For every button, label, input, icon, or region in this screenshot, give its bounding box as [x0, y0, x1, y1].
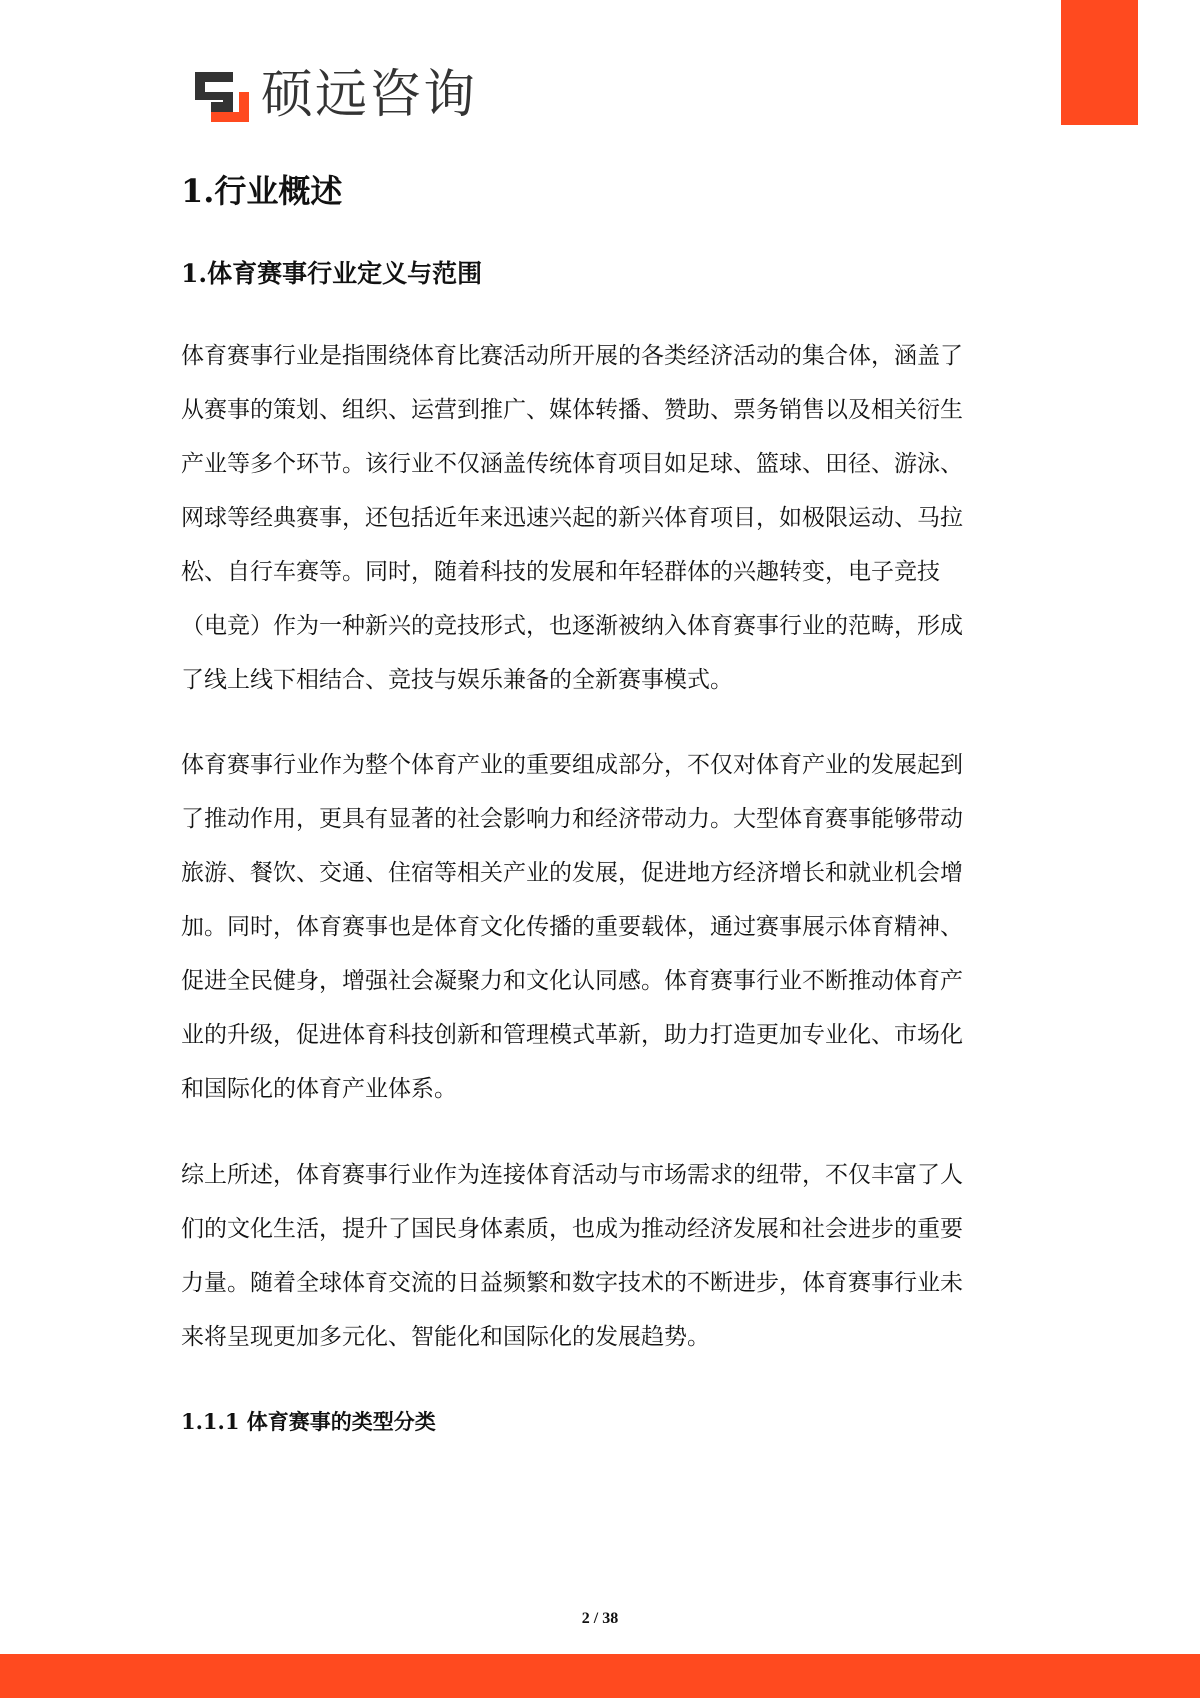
footer-accent-bar	[0, 1654, 1200, 1698]
text-line: 业的升级，促进体育科技创新和管理模式革新，助力打造更加专业化、市场化	[181, 1022, 963, 1048]
text-line: 力量。随着全球体育交流的日益频繁和数字技术的不断进步，体育赛事行业未	[181, 1270, 963, 1296]
text-line: 体育赛事行业作为整个体育产业的重要组成部分，不仅对体育产业的发展起到	[181, 752, 963, 778]
text-line: （电竞）作为一种新兴的竞技形式，也逐渐被纳入体育赛事行业的范畴，形成	[181, 613, 963, 639]
corner-accent-bar	[1061, 0, 1138, 125]
brand-logo	[195, 66, 477, 124]
text-line: 体育赛事行业是指围绕体育比赛活动所开展的各类经济活动的集合体，涵盖了	[181, 343, 963, 369]
text-line: 了线上线下相结合、竞技与娱乐兼备的全新赛事模式。	[181, 667, 733, 693]
logo-mark-icon	[195, 68, 249, 122]
text-line: 了推动作用，更具有显著的社会影响力和经济带动力。大型体育赛事能够带动	[181, 806, 963, 832]
text-line: 旅游、餐饮、交通、住宿等相关产业的发展，促进地方经济增长和就业机会增	[181, 860, 963, 886]
text-line: 综上所述，体育赛事行业作为连接体育活动与市场需求的纽带，不仅丰富了人	[181, 1162, 963, 1188]
subsection-heading: 1.体育赛事行业定义与范围	[181, 259, 483, 288]
paragraph-1	[181, 329, 1011, 707]
text-line: 网球等经典赛事，还包括近年来迅速兴起的新兴体育项目，如极限运动、马拉	[181, 505, 963, 531]
text-line: 松、自行车赛等。同时，随着科技的发展和年轻群体的兴趣转变，电子竞技	[181, 559, 940, 585]
section-heading: 1.行业概述	[181, 172, 343, 210]
text-line: 产业等多个环节。该行业不仅涵盖传统体育项目如足球、篮球、田径、游泳、	[181, 451, 963, 477]
text-line: 和国际化的体育产业体系。	[181, 1076, 457, 1102]
text-line: 从赛事的策划、组织、运营到推广、媒体转播、赞助、票务销售以及相关衍生	[181, 397, 963, 423]
text-line: 加。同时，体育赛事也是体育文化传播的重要载体，通过赛事展示体育精神、	[181, 914, 963, 940]
paragraph-3	[181, 1148, 1011, 1364]
brand-name: 硕远咨询	[261, 65, 478, 125]
page-number: 2 / 38	[581, 1610, 619, 1627]
text-line: 们的文化生活，提升了国民身体素质，也成为推动经济发展和社会进步的重要	[181, 1216, 963, 1242]
sub-subsection-heading: 1.1.1 体育赛事的类型分类	[181, 1409, 436, 1434]
paragraph-2	[181, 738, 1011, 1116]
text-line: 促进全民健身，增强社会凝聚力和文化认同感。体育赛事行业不断推动体育产	[181, 968, 963, 994]
text-line: 来将呈现更加多元化、智能化和国际化的发展趋势。	[181, 1324, 710, 1350]
